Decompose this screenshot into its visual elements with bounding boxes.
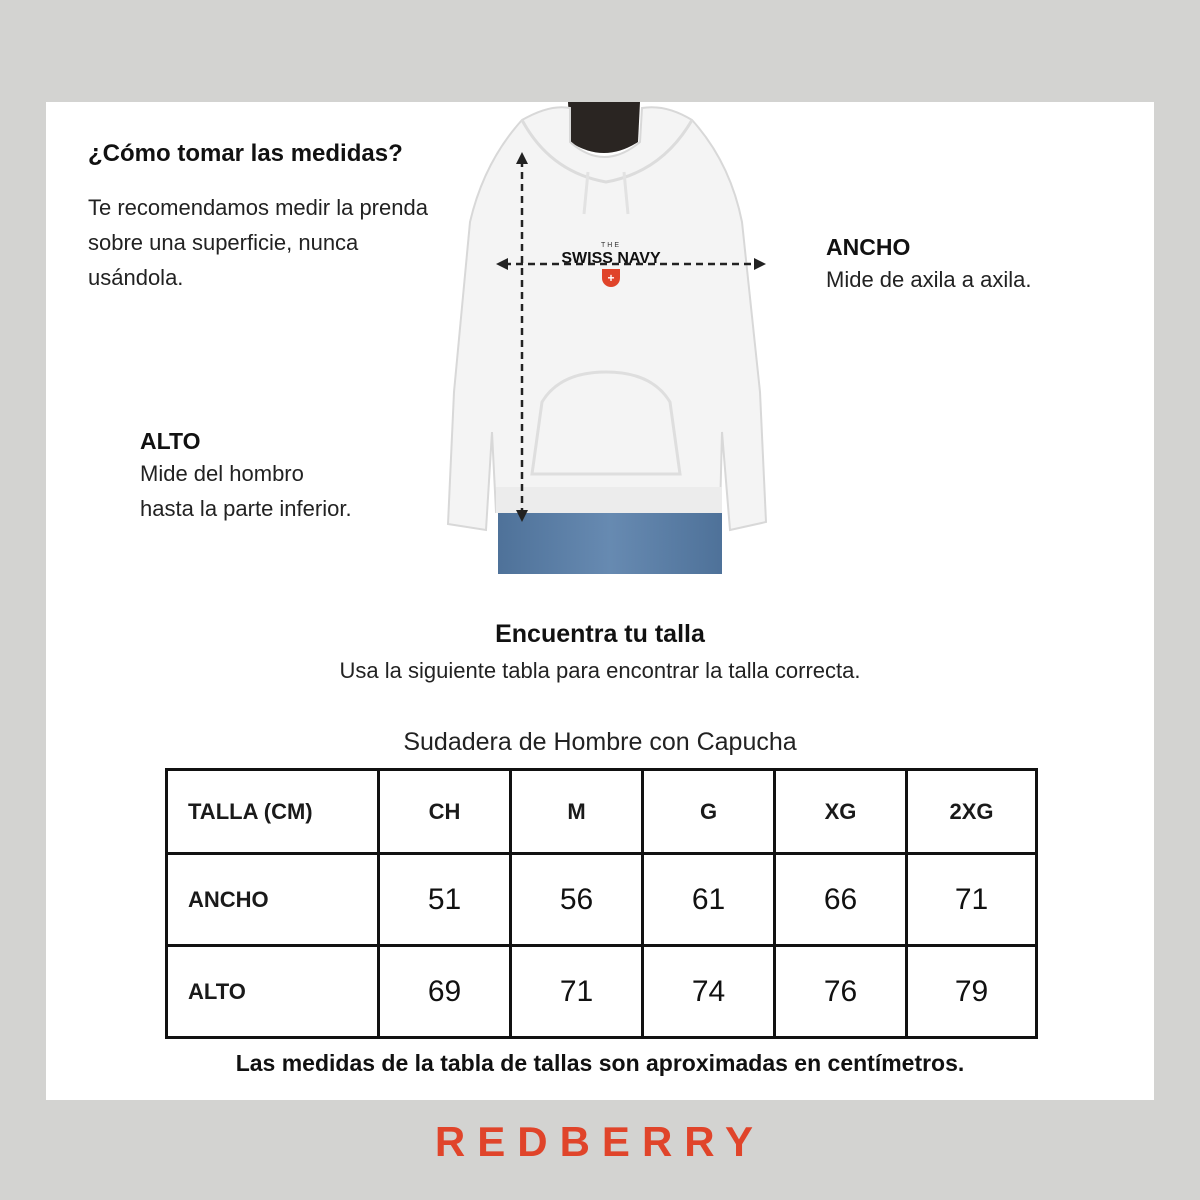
header-label-cell: TALLA (CM)	[167, 770, 379, 854]
value-cell: 71	[511, 946, 643, 1038]
hoodie-illustration	[430, 102, 786, 574]
size-table	[165, 768, 1038, 1039]
alto-instructions	[140, 426, 352, 526]
size-guide-card	[46, 102, 1154, 1100]
alto-description	[140, 456, 352, 526]
value-cell: 74	[643, 946, 775, 1038]
find-size-title: Encuentra tu talla	[495, 620, 705, 648]
ancho-title: ANCHO	[826, 234, 911, 260]
value-cell: 66	[775, 854, 907, 946]
how-to-measure-description: Te recomendamos medir la prenda sobre una superficie, nunca usándola.	[88, 195, 428, 290]
how-to-measure-title: ¿Cómo tomar las medidas?	[88, 140, 403, 167]
ancho-description: Mide de axila a axila.	[826, 267, 1032, 292]
value-cell: 71	[907, 854, 1037, 946]
row-label-cell: ALTO	[167, 946, 379, 1038]
size-header-cell: 2XG	[907, 770, 1037, 854]
alto-description-line: Mide del hombro	[140, 461, 304, 486]
value-cell: 79	[907, 946, 1037, 1038]
value-cell: 61	[643, 854, 775, 946]
table-caption: Sudadera de Hombre con Capucha	[403, 728, 797, 756]
swiss-shield-icon: +	[602, 269, 620, 287]
product-logo-small-text: THE	[601, 242, 621, 249]
value-cell: 51	[379, 854, 511, 946]
table-header-row	[167, 770, 1037, 854]
size-header-cell: CH	[379, 770, 511, 854]
row-label-cell: ANCHO	[167, 854, 379, 946]
table-row	[167, 946, 1037, 1038]
brand-logo: REDBERRY	[434, 1118, 766, 1165]
ancho-instructions	[826, 232, 1031, 297]
value-cell: 56	[511, 854, 643, 946]
table-footnote: Las medidas de la tabla de tallas son aproximadas en centímetros.	[235, 1050, 965, 1076]
size-header-cell: M	[511, 770, 643, 854]
size-header-cell: G	[643, 770, 775, 854]
alto-title: ALTO	[140, 428, 201, 454]
value-cell: 69	[379, 946, 511, 1038]
table-row	[167, 854, 1037, 946]
alto-description-line: hasta la parte inferior.	[140, 496, 352, 521]
value-cell: 76	[775, 946, 907, 1038]
product-logo-name: SWISS NAVY	[561, 250, 661, 267]
product-logo	[546, 242, 676, 287]
find-size-subtitle: Usa la siguiente tabla para encontrar la talla correcta.	[339, 658, 861, 683]
size-header-cell: XG	[775, 770, 907, 854]
